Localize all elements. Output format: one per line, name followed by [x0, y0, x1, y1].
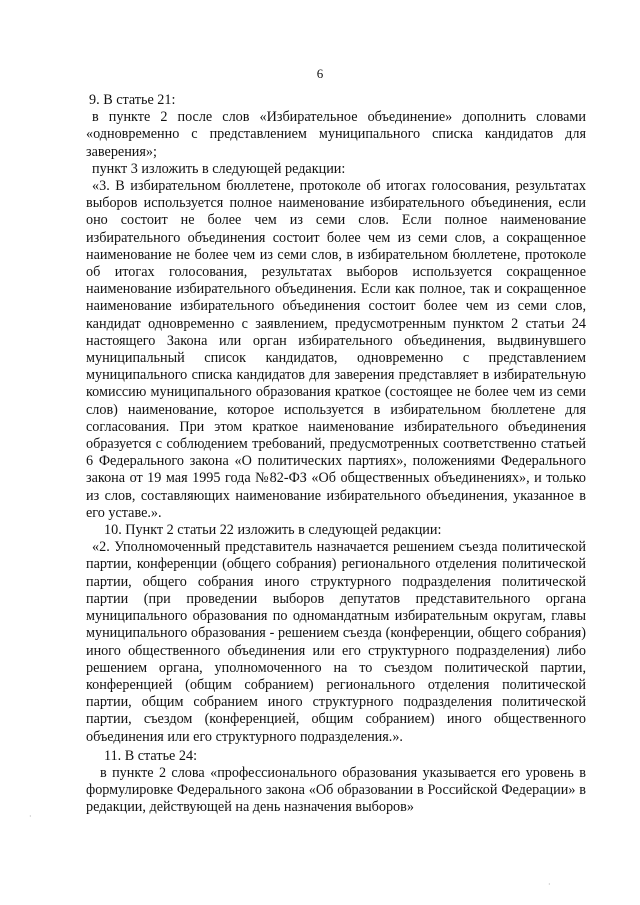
- paragraph-point-3-text: «3. В избирательном бюллетене, протоколе об итогах голосования, результатах выборов используется полное наименование избирательного объединения, если оно состоит не более чем из семи слов. Если полное наименование избирательного объединения состоит более чем из семи слов, а сокращенное наименование не более чем из семи слов, в избирательном бюллетене, протоколе об итогах голосования, результатах выборов используется сокращенное наименование избирательного объединения. Если как полное, так и сокращенное наименование избирательного объединения состоит более чем из семи слов, кандидат одновременно с заявлением, предусмотренным пунктом 2 статьи 24 настоящего Закона или орган избирательного объединения, выдвинувшего муниципальный список кандидатов, одновременно с представлением муниципального списка кандидатов для заверения представляет в избирательную комиссию муниципального образования краткое (состоящее не более чем из семи слов) наименование, которое используется в избирательном бюллетене для согласования. При этом краткое наименование избирательного объединения образуется с соблюдением требований, предусмотренных соответственно статьей 6 Федерального закона «О политических партиях», положениями Федерального закона от 19 мая 1995 года №82-ФЗ «Об общественных объединениях», и только из слов, составляющих наименование избирательного объединения, указанное в его уставе.».: [86, 178, 586, 521]
- paragraph-article-24-heading: 11. В статье 24:: [104, 747, 198, 764]
- page-number: 6: [316, 66, 324, 81]
- scan-speck: ·: [548, 880, 551, 889]
- paragraph-article-21-heading: 9. В статье 21:: [89, 92, 176, 108]
- paragraph-article-24-text: в пункте 2 слова «профессионального образования указывается его уровень в формулировке Федерального закона «Об образовании в Российской Федерации» в редакции, действующей на день назначения выборов»: [86, 764, 586, 816]
- document-body: [86, 92, 586, 817]
- paragraph-point-3-intro: пункт 3 изложить в следующей редакции:: [92, 160, 346, 177]
- paragraph-article-22-text: «2. Уполномоченный представитель назначается решением съезда политической партии, конференции (общего собрания) регионального отделения политической партии, общего собрания иного структурного подразделения политической партии (при проведении выборов депутатов представительного органа муниципального образования по одномандатным избирательным округам, главы муниципального образования - решением съезда (конференции, общего собрания) иного общественного объединения или его структурного подразделения) либо решением органа, уполномоченного на то съездом политической партии, конференцией (общим собранием) регионального отделения политической партии, общим собранием иного структурного подразделения политической партии, съездом (конференцией, общим собранием) иного общественного объединения или его структурного подразделения.».: [86, 539, 586, 745]
- paragraph-article-22-heading: 10. Пункт 2 статьи 22 изложить в следующей редакции:: [104, 522, 442, 539]
- paragraph-point-2-amendment: в пункте 2 после слов «Избирательное объединение» дополнить словами «одновременно с представлением муниципального списка кандидатов для заверения»;: [86, 109, 586, 160]
- scan-speck: ·: [29, 812, 32, 821]
